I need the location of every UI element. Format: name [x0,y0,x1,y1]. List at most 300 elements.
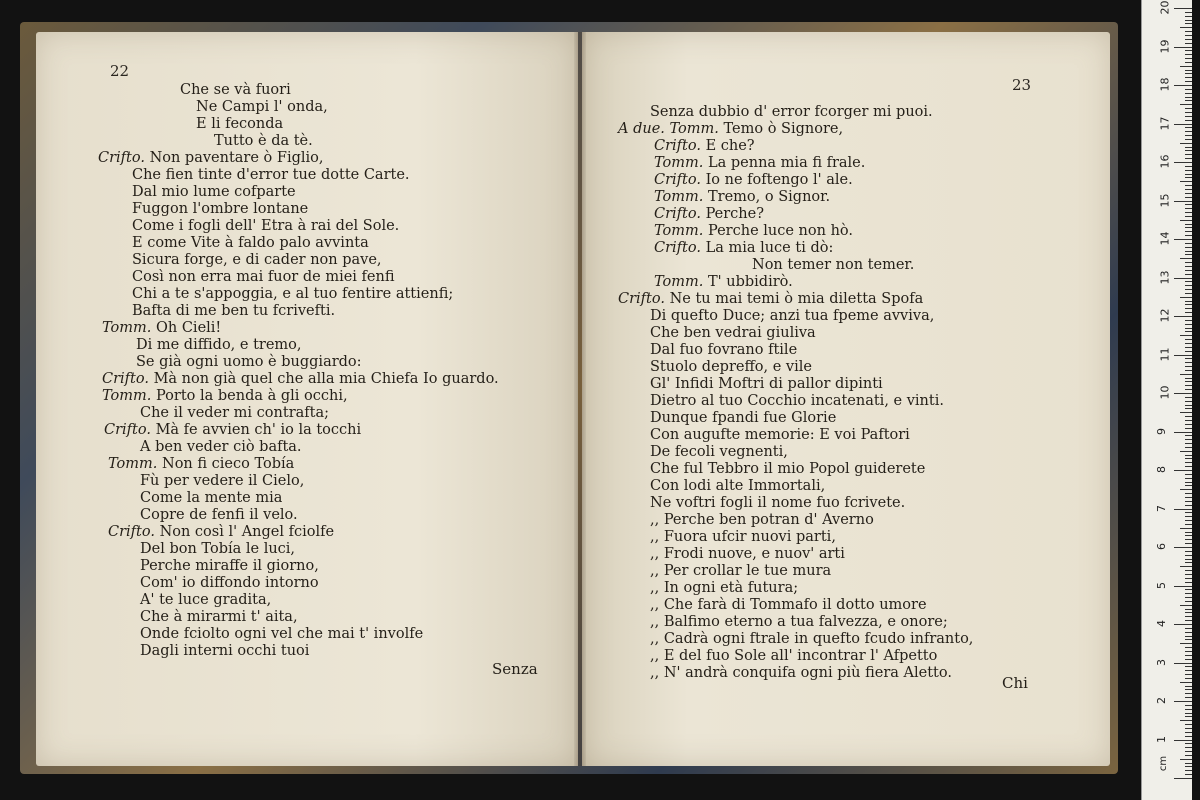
right-text-line [650,104,933,121]
ruler-tick [1185,659,1192,660]
verse-text: Del bon Tobía le luci, [140,541,296,557]
ruler-tick [1185,370,1192,371]
ruler-tick [1185,416,1192,417]
page-number-left: 22 [110,62,130,80]
left-text-line [140,490,282,507]
ruler-tick [1185,462,1192,463]
speaker-label: Tomm. [102,320,156,336]
ruler-tick [1180,66,1192,67]
ruler-tick [1174,47,1192,48]
ruler-tick [1185,678,1192,679]
ruler-tick [1185,655,1192,656]
left-text-line [140,558,319,575]
speaker-label: Crifto. [618,291,670,307]
right-text-line [650,393,944,410]
ruler-tick [1185,100,1192,101]
ruler-tick [1185,428,1192,429]
ruler-tick [1185,493,1192,494]
ruler-tick [1185,147,1192,148]
ruler-tick [1185,50,1192,51]
left-text-line [180,82,291,99]
ruler-tick [1180,335,1192,336]
ruler-tick [1185,308,1192,309]
left-text-line [132,184,296,201]
right-text-line [650,325,816,342]
verse-text: ,, Balfimo eterno a tua falvezza, e onore; [650,614,948,630]
ruler-tick [1180,220,1192,221]
right-text-line [650,631,973,648]
book-gutter [574,32,586,766]
ruler-tick [1185,559,1192,560]
right-text-line [650,427,910,444]
verse-text: Dietro al tuo Cocchio incatenati, e vinti. [650,393,944,409]
ruler-tick [1185,570,1192,571]
ruler-tick [1185,224,1192,225]
ruler-tick [1174,201,1192,202]
ruler-tick [1174,778,1192,779]
ruler-tick [1185,755,1192,756]
ruler-tick [1180,451,1192,452]
ruler-tick [1185,639,1192,640]
verse-text: Chi a te s'appoggia, e al tuo fentire attienfi; [132,286,454,302]
verse-text: Così non erra mai fuor de miei fenfi [132,269,395,285]
ruler-tick [1185,439,1192,440]
ruler-tick [1185,177,1192,178]
ruler-number: 19 [1158,39,1172,53]
speaker-label: Crifto. [654,138,706,154]
left-text-line [140,541,295,558]
ruler-tick [1185,97,1192,98]
ruler-tick [1174,701,1192,702]
ruler-tick [1185,166,1192,167]
ruler-tick [1185,397,1192,398]
ruler-tick [1180,258,1192,259]
right-text-line [650,410,836,427]
ruler-number: 12 [1158,308,1172,323]
right-text-line [650,563,831,580]
ruler-tick [1185,524,1192,525]
verse-text: ,, Frodi nuove, e nuov' arti [650,546,845,562]
verse-text: Dal mio lume cofparte [132,184,296,200]
left-text-line [140,473,304,490]
ruler-tick [1180,682,1192,683]
verse-text: Tremo, o Signor. [708,189,831,205]
speaker-label: Crifto. [102,371,154,387]
speaker-label: Tomm. [102,388,156,404]
ruler-tick [1185,743,1192,744]
ruler-number: 5 [1155,581,1168,589]
ruler-tick [1185,185,1192,186]
ruler-tick [1185,447,1192,448]
ruler-tick [1185,328,1192,329]
speaker-label: A due. Tomm. [618,121,724,137]
verse-text: E come Vite à faldo palo avvinta [132,235,369,251]
verse-text: A ben veder ciò bafta. [140,439,302,455]
ruler-number: 9 [1155,427,1168,435]
ruler-tick [1174,393,1192,394]
ruler-number: 14 [1158,231,1172,246]
ruler-tick [1185,324,1192,325]
ruler-number: 4 [1155,620,1168,627]
left-text-line [140,643,309,660]
ruler-tick [1180,412,1192,413]
ruler-tick [1185,713,1192,714]
left-text-line [140,507,298,524]
ruler-tick [1185,770,1192,771]
left-text-line [108,524,334,541]
ruler-tick [1185,35,1192,36]
ruler-tick [1185,697,1192,698]
ruler-tick [1185,366,1192,367]
ruler-tick [1180,566,1192,567]
measuring-ruler [1141,0,1192,800]
verse-text: Perche luce non hò. [708,223,853,239]
right-text-line [650,342,797,359]
left-text-line [140,592,271,609]
ruler-tick [1185,301,1192,302]
left-text-line [98,150,324,167]
ruler-tick [1185,458,1192,459]
ruler-tick [1185,724,1192,725]
ruler-tick [1185,70,1192,71]
verse-text: Che se và fuori [180,82,291,98]
ruler-tick [1174,740,1192,741]
right-text-line [650,461,925,478]
ruler-tick [1185,174,1192,175]
ruler-tick [1185,716,1192,717]
ruler-tick [1185,73,1192,74]
left-text-line [140,609,298,626]
ruler-tick [1185,478,1192,479]
verse-text: Che ben vedrai giuliva [650,325,816,341]
ruler-tick [1185,612,1192,613]
ruler-tick [1185,751,1192,752]
ruler-tick [1185,39,1192,40]
ruler-tick [1180,181,1192,182]
ruler-tick [1185,158,1192,159]
verse-text: Di quefto Duce; anzi tua fpeme avviva, [650,308,935,324]
right-text-line [654,240,833,257]
ruler-tick [1180,27,1192,28]
left-text-line [214,133,313,150]
right-text-line [650,665,952,682]
verse-text: ,, In ogni età futura; [650,580,799,596]
ruler-tick [1185,535,1192,536]
ruler-tick [1185,208,1192,209]
left-text-line [140,405,329,422]
right-text-line [752,257,914,274]
ruler-tick [1185,339,1192,340]
right-text-line [618,291,923,308]
left-text-line [102,388,348,405]
ruler-tick [1185,154,1192,155]
page-number-right: 23 [1012,76,1032,94]
ruler-tick [1174,547,1192,548]
ruler-number: 20 [1158,0,1172,15]
speaker-label: Tomm. [654,155,708,171]
ruler-tick [1185,262,1192,263]
ruler-tick [1180,489,1192,490]
ruler-number: 17 [1158,116,1172,130]
ruler-tick [1185,628,1192,629]
ruler-tick [1174,586,1192,587]
ruler-tick [1185,139,1192,140]
right-text-line [650,614,948,631]
verse-text: Se già ogni uomo è buggiardo: [136,354,362,370]
ruler-tick [1185,62,1192,63]
ruler-tick [1185,616,1192,617]
ruler-tick [1185,243,1192,244]
ruler-tick [1185,254,1192,255]
ruler-tick [1185,666,1192,667]
verse-text: Con augufte memorie: E voi Paftori [650,427,910,443]
right-text-line [650,444,788,461]
left-text-line [102,371,499,388]
right-text-line [650,648,937,665]
ruler-tick [1185,505,1192,506]
speaker-label: Tomm. [654,223,708,239]
verse-text: Senza dubbio d' error fcorger mi puoi. [650,104,933,120]
verse-text: ,, E del fuo Sole all' incontrar l' Afpetto [650,648,938,664]
ruler-tick [1185,285,1192,286]
ruler-tick [1185,216,1192,217]
ruler-tick [1180,720,1192,721]
ruler-tick [1185,381,1192,382]
ruler-tick [1185,620,1192,621]
speaker-label: Crifto. [654,172,706,188]
verse-text: Mà non già quel che alla mia Chiefa Io guardo. [153,371,499,387]
ruler-tick [1185,385,1192,386]
ruler-tick [1180,104,1192,105]
verse-text: Gl' Infidi Moftri di pallor dipinti [650,376,883,392]
ruler-tick [1185,766,1192,767]
ruler-tick [1185,389,1192,390]
ruler-number: 7 [1155,504,1168,512]
verse-text: Perche? [705,206,764,222]
ruler-tick [1185,443,1192,444]
verse-text: E li feconda [196,116,284,132]
ruler-tick [1185,281,1192,282]
ruler-tick [1185,516,1192,517]
verse-text: Porto la benda à gli occhi, [156,388,348,404]
ruler-tick [1185,331,1192,332]
ruler-tick [1174,316,1192,317]
verse-text: ,, Che farà di Tommafo il dotto umore [650,597,927,613]
left-text-line [132,235,369,252]
verse-text: Dal fuo fovrano ftile [650,342,798,358]
verse-text: Sicura forge, e di cader non pave, [132,252,382,268]
ruler-tick [1185,293,1192,294]
verse-text: Mà fe avvien ch' io la tocchi [155,422,362,438]
verse-text: Fuggon l'ombre lontane [132,201,309,217]
ruler-tick [1185,231,1192,232]
verse-text: Come i fogli dell' Etra à rai del Sole. [132,218,400,234]
ruler-tick [1185,93,1192,94]
ruler-tick [1185,116,1192,117]
left-text-line [140,575,319,592]
verse-text: Ne Campi l' onda, [196,99,328,115]
ruler-tick [1185,16,1192,17]
ruler-tick [1185,482,1192,483]
ruler-tick [1185,135,1192,136]
ruler-tick [1185,501,1192,502]
ruler-tick [1185,705,1192,706]
ruler-tick [1185,31,1192,32]
ruler-tick [1185,12,1192,13]
ruler-number: 3 [1155,658,1168,666]
verse-text: Bafta di me ben tu fcrivefti. [132,303,336,319]
ruler-tick [1185,435,1192,436]
ruler-tick [1185,551,1192,552]
verse-text: Com' io diffondo intorno [140,575,319,591]
ruler-tick [1185,578,1192,579]
ruler-tick [1185,593,1192,594]
verse-text: Perche miraffe il giorno, [140,558,319,574]
ruler-tick [1174,663,1192,664]
ruler-tick [1185,774,1192,775]
ruler-tick [1185,609,1192,610]
ruler-tick [1185,466,1192,467]
ruler-tick [1185,670,1192,671]
ruler-tick [1185,247,1192,248]
ruler-tick [1185,266,1192,267]
left-text-line [132,269,395,286]
verse-text: Stuolo depreffo, e vile [650,359,812,375]
ruler-tick [1174,8,1192,9]
left-text-line [108,456,294,473]
right-text-line [654,223,853,240]
ruler-tick [1185,651,1192,652]
right-text-line [654,172,853,189]
ruler-tick [1185,497,1192,498]
ruler-tick [1185,351,1192,352]
ruler-tick [1185,43,1192,44]
ruler-tick [1185,150,1192,151]
ruler-tick [1185,54,1192,55]
verse-text: A' te luce gradita, [140,592,272,608]
verse-text: Io ne foftengo l' ale. [705,172,853,188]
ruler-tick [1185,636,1192,637]
ruler-tick [1185,378,1192,379]
ruler-tick [1174,124,1192,125]
ruler-tick [1180,143,1192,144]
ruler-tick [1185,362,1192,363]
speaker-label: Tomm. [108,456,162,472]
ruler-tick [1185,197,1192,198]
left-text-line [132,252,382,269]
ruler-tick [1185,312,1192,313]
left-text-line [136,354,362,371]
right-text-line [650,359,812,376]
ruler-tick [1185,543,1192,544]
ruler-tick [1174,470,1192,471]
ruler-tick [1185,235,1192,236]
ruler-tick [1185,320,1192,321]
ruler-tick [1185,131,1192,132]
ruler-tick [1185,347,1192,348]
ruler-tick [1185,732,1192,733]
verse-text: Dagli interni occhi tuoi [140,643,310,659]
right-text-line [654,206,764,223]
right-text-line [650,308,934,325]
ruler-tick [1180,643,1192,644]
right-text-line [654,274,793,291]
ruler-tick [1185,227,1192,228]
ruler-tick [1174,355,1192,356]
verse-text: Ne tu mai temi ò mia diletta Spofa [669,291,924,307]
ruler-tick [1185,343,1192,344]
ruler-tick [1185,582,1192,583]
right-text-line [650,529,836,546]
verse-text: Che il veder mi contrafta; [140,405,329,421]
ruler-tick [1185,420,1192,421]
right-text-line [650,512,874,529]
right-text-line [654,138,755,155]
verse-text: La mia luce ti dò: [705,240,834,256]
ruler-tick [1174,278,1192,279]
verse-text: Di me diffido, e tremo, [136,337,302,353]
verse-text: Non paventare ò Figlio, [149,150,324,166]
left-text-line [104,422,361,439]
ruler-tick [1185,58,1192,59]
ruler-tick [1185,647,1192,648]
ruler-tick [1180,297,1192,298]
left-text-line [196,99,328,116]
ruler-tick [1185,77,1192,78]
ruler-tick [1185,539,1192,540]
right-text-line [650,546,845,563]
speaker-label: Crifto. [104,422,156,438]
ruler-tick [1185,23,1192,24]
right-text-line [650,495,905,512]
right-text-line [650,478,825,495]
verse-text: Temo ò Signore, [723,121,844,137]
ruler-tick [1185,597,1192,598]
ruler-tick [1185,686,1192,687]
speaker-label: Crifto. [108,524,160,540]
ruler-tick [1180,528,1192,529]
ruler-tick [1185,574,1192,575]
ruler-number: 16 [1158,154,1172,169]
verse-text: T' ubbidirò. [708,274,793,290]
ruler-tick [1174,509,1192,510]
right-text-line [618,121,843,138]
verse-text: Fù per vedere il Cielo, [140,473,305,489]
ruler-number: 8 [1155,466,1168,473]
speaker-label: Crifto. [654,206,706,222]
ruler-tick [1185,170,1192,171]
ruler-tick [1185,455,1192,456]
ruler-tick [1185,589,1192,590]
ruler-number: 6 [1155,543,1168,550]
verse-text: Onde fciolto ogni vel che mai t' involfe [140,626,424,642]
verse-text: ,, N' andrà conquifa ogni più fiera Aletto. [650,665,952,681]
left-text-line [102,320,221,337]
ruler-tick [1174,432,1192,433]
ruler-tick [1185,108,1192,109]
ruler-number: 13 [1158,270,1172,284]
ruler-number: 10 [1158,385,1172,400]
ruler-tick [1180,605,1192,606]
ruler-tick [1185,689,1192,690]
verse-text: Che à mirarmi t' aita, [140,609,298,625]
ruler-tick [1185,520,1192,521]
verse-text: Non così l' Angel fciolfe [159,524,335,540]
ruler-number: 1 [1155,735,1168,743]
ruler-number: 15 [1158,193,1172,207]
right-text-line [654,189,830,206]
ruler-tick [1174,162,1192,163]
